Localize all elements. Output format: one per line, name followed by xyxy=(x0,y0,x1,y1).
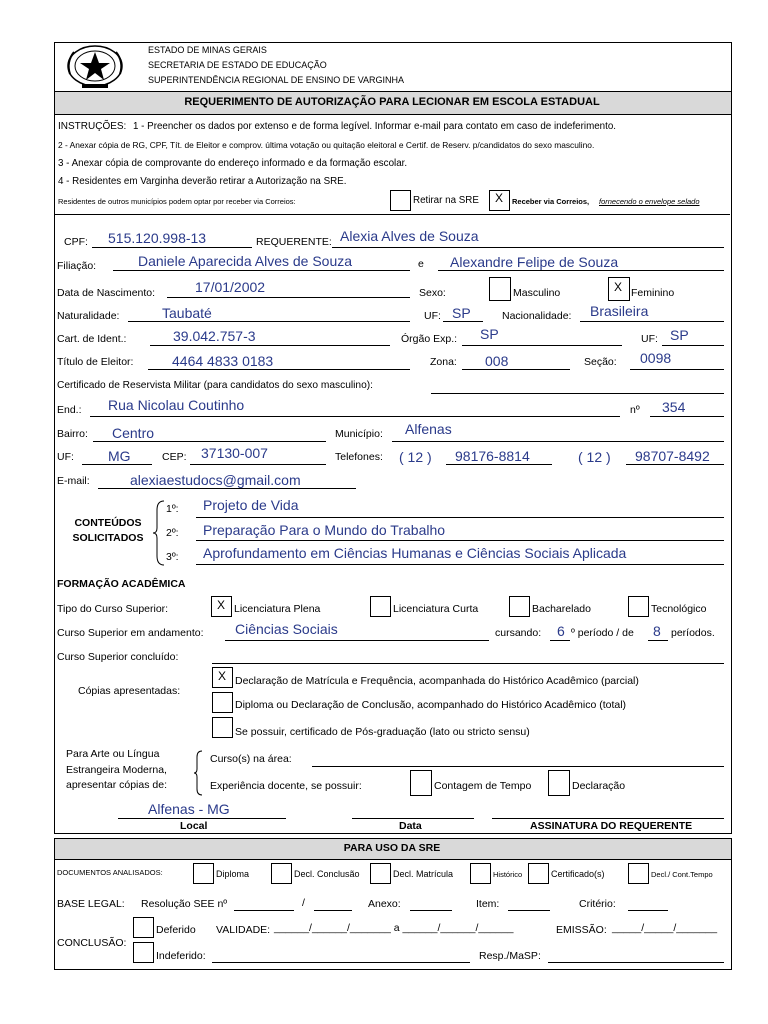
copy3-checkbox[interactable] xyxy=(212,717,233,738)
arts-brace-icon xyxy=(193,750,203,801)
ddd1-value[interactable]: ( 12 ) xyxy=(399,449,432,465)
ongoing-line xyxy=(225,640,489,641)
zone-line xyxy=(462,369,570,370)
ddd2-value[interactable]: ( 12 ) xyxy=(578,449,611,465)
tech-label: Tecnológico xyxy=(651,603,707,615)
plena-checkbox-mark: X xyxy=(217,598,226,612)
doc-time-checkbox[interactable] xyxy=(628,863,649,884)
zone-label: Zona: xyxy=(430,356,457,368)
resolution-label: Resolução SEE nº xyxy=(141,898,228,910)
header-superintendence: SUPERINTENDÊNCIA REGIONAL DE ENSINO DE VARGINHA xyxy=(148,75,405,85)
attending-label: cursando: xyxy=(495,627,542,639)
doc-diploma-label: Diploma xyxy=(216,869,250,879)
annex-line xyxy=(410,910,452,911)
resolution-slash: / xyxy=(302,897,305,909)
date-label: Data xyxy=(399,820,422,832)
city-value[interactable]: Alfenas xyxy=(405,421,452,437)
uf-id-value[interactable]: SP xyxy=(670,327,689,343)
period-text: º período / de xyxy=(571,627,634,639)
granted-label: Deferido xyxy=(156,924,196,936)
phone1-line xyxy=(446,464,552,465)
resolution-year-line xyxy=(314,910,352,911)
mail-note: fornecendo o envelope selado xyxy=(599,197,700,206)
local-label: Local xyxy=(180,820,208,832)
district-label: Bairro: xyxy=(57,428,88,440)
father-value[interactable]: Alexandre Felipe de Souza xyxy=(450,254,619,270)
content-2-num: 2º: xyxy=(166,527,179,539)
header-state: ESTADO DE MINAS GERAIS xyxy=(148,45,267,55)
voter-line xyxy=(148,369,410,370)
doc-history-label: Histórico xyxy=(493,870,523,879)
contents-label-2: SOLICITADOS xyxy=(72,532,144,544)
tech-checkbox[interactable] xyxy=(628,596,649,617)
uf-label: UF: xyxy=(57,451,74,463)
content-1-line xyxy=(196,517,724,518)
resolution-line xyxy=(234,910,294,911)
phones-label: Telefones: xyxy=(335,451,383,463)
instructions-divider xyxy=(54,214,730,215)
item-line xyxy=(508,910,550,911)
date-line xyxy=(352,818,474,819)
signature-label: ASSINATURA DO REQUERENTE xyxy=(530,820,693,832)
item-label: Item: xyxy=(476,898,500,910)
denied-label: Indeferido: xyxy=(156,950,206,962)
ongoing-label: Curso Superior em andamento: xyxy=(57,627,204,639)
issuer-value[interactable]: SP xyxy=(480,326,499,342)
cep-label: CEP: xyxy=(162,451,187,463)
time-label: Contagem de Tempo xyxy=(434,780,532,792)
email-label: E-mail: xyxy=(57,475,90,487)
plena-label: Licenciatura Plena xyxy=(234,603,321,615)
nationality-value[interactable]: Brasileira xyxy=(590,303,649,319)
voter-label: Título de Eleitor: xyxy=(57,356,134,368)
naturality-line xyxy=(128,321,410,322)
denied-line xyxy=(212,962,470,963)
copy3-label: Se possuir, certificado de Pós-graduação (lato ou stricto sensu) xyxy=(235,726,530,738)
validity-label: VALIDADE: xyxy=(216,924,271,936)
name-line xyxy=(332,247,724,248)
mail-checkbox-mark: X xyxy=(495,191,504,205)
section-line xyxy=(630,369,724,370)
content-1-num: 1º: xyxy=(166,503,179,515)
copy1-checkbox-mark: X xyxy=(218,669,227,683)
address-label: End.: xyxy=(57,404,82,416)
resp-line xyxy=(548,962,724,963)
content-2-value[interactable]: Preparação Para o Mundo do Trabalho xyxy=(203,522,446,538)
doc-certificate-label: Certificado(s) xyxy=(551,869,605,879)
instruction-2: 2 - Anexar cópia de RG, CPF, Tít. de Eleitor e comprov. última votação ou quitação eleitoral e Certif. de Reserv. p/candidatos do sexo masculino. xyxy=(58,140,595,150)
course-type-label: Tipo do Curso Superior: xyxy=(57,603,169,615)
phone1-value[interactable]: 98176-8814 xyxy=(455,448,530,464)
course-area-label: Curso(s) na área: xyxy=(210,753,292,765)
uf-nat-label: UF: xyxy=(424,310,441,322)
formation-title: FORMAÇÃO ACADÊMICA xyxy=(57,578,186,590)
instruction-1: 1 - Preencher os dados por extenso e de forma legível. Informar e-mail para contato em caso de indeferimento. xyxy=(133,121,617,132)
conclusion-label: CONCLUSÃO: xyxy=(57,937,127,949)
copy1-label: Declaração de Matrícula e Frequência, acompanhada do Histórico Acadêmico (parcial) xyxy=(235,675,639,687)
coat-of-arms-icon xyxy=(64,44,126,90)
resp-label: Resp./MaSP: xyxy=(479,950,541,962)
female-label: Feminino xyxy=(631,287,675,299)
nationality-line xyxy=(580,321,724,322)
section-value[interactable]: 0098 xyxy=(640,350,672,366)
sre-title: PARA USO DA SRE xyxy=(343,842,441,854)
pickup-label: Retirar na SRE xyxy=(413,195,479,206)
granted-checkbox[interactable] xyxy=(133,917,154,938)
male-label: Masculino xyxy=(513,287,561,299)
arts-label-3: apresentar cópias de: xyxy=(66,779,167,791)
birth-value[interactable]: 17/01/2002 xyxy=(195,279,266,295)
doc-enrollment-label: Decl. Matrícula xyxy=(393,869,454,879)
done-line xyxy=(212,663,724,664)
periods-label: períodos. xyxy=(671,627,715,639)
male-checkbox[interactable] xyxy=(489,277,511,301)
criteria-label: Critério: xyxy=(579,898,616,910)
name-label: REQUERENTE: xyxy=(256,236,332,248)
uf-value[interactable]: MG xyxy=(108,448,131,464)
number-label: nº xyxy=(630,404,640,416)
instruction-4: 4 - Residentes em Varginha deverão retirar a Autorização na SRE. xyxy=(58,176,347,187)
female-checkbox-mark: X xyxy=(614,280,623,294)
cpf-value[interactable]: 515.120.998-13 xyxy=(108,230,207,246)
uf-nat-line xyxy=(443,321,483,322)
arts-label-2: Estrangeira Moderna, xyxy=(66,764,167,776)
number-value[interactable]: 354 xyxy=(662,399,686,415)
city-line xyxy=(392,441,724,442)
issue-fill[interactable]: _____/_____/_______ xyxy=(612,922,718,934)
content-1-value[interactable]: Projeto de Vida xyxy=(203,497,299,513)
uf-line xyxy=(82,464,152,465)
doc-time-label: Decl./ Cont.Tempo xyxy=(651,870,713,879)
cep-line xyxy=(190,464,326,465)
doc-enrollment-checkbox[interactable] xyxy=(370,863,391,884)
copies-label: Cópias apresentadas: xyxy=(78,685,181,697)
pickup-checkbox[interactable] xyxy=(390,190,411,211)
naturality-label: Naturalidade: xyxy=(57,310,120,322)
annex-label: Anexo: xyxy=(368,898,401,910)
father-line xyxy=(438,270,724,271)
place-line xyxy=(118,818,286,819)
arts-label-1: Para Arte ou Língua xyxy=(66,748,160,760)
done-label: Curso Superior concluído: xyxy=(57,651,179,663)
uf-id-line xyxy=(662,345,724,346)
denied-checkbox[interactable] xyxy=(133,942,154,963)
address-value[interactable]: Rua Nicolau Coutinho xyxy=(108,397,245,413)
legal-basis-label: BASE LEGAL: xyxy=(57,898,125,910)
content-3-num: 3º: xyxy=(166,551,179,563)
issuer-label: Órgão Exp.: xyxy=(401,333,458,345)
cpf-line xyxy=(92,247,252,248)
content-2-line xyxy=(196,540,724,541)
doc-history-checkbox[interactable] xyxy=(470,863,491,884)
place-value[interactable]: Alfenas - MG xyxy=(148,801,230,817)
address-line xyxy=(90,416,620,417)
ongoing-value[interactable]: Ciências Sociais xyxy=(235,621,338,637)
zone-value[interactable]: 008 xyxy=(485,353,509,369)
content-3-line xyxy=(196,564,724,565)
and-label: e xyxy=(418,258,424,270)
instruction-3: 3 - Anexar cópia de comprovante do endereço informado e da formação escolar. xyxy=(58,158,408,169)
nationality-label: Nacionalidade: xyxy=(502,310,572,322)
total-line xyxy=(648,640,668,641)
phone2-line xyxy=(626,464,724,465)
doc-certificate-checkbox[interactable] xyxy=(528,863,549,884)
voter-value[interactable]: 4464 4833 0183 xyxy=(172,353,274,369)
other-cities-note: Residentes de outros municípios podem optar por receber via Correios: xyxy=(58,197,296,206)
period-line xyxy=(550,640,570,641)
course-area-line xyxy=(312,766,724,767)
district-line xyxy=(93,441,326,442)
issue-label: EMISSÃO: xyxy=(556,924,607,936)
cpf-label: CPF: xyxy=(64,236,88,248)
birth-label: Data de Nascimento: xyxy=(57,287,156,299)
doc-conclusion-label: Decl. Conclusão xyxy=(294,869,360,879)
instructions-label: INSTRUÇÕES: xyxy=(58,121,127,132)
curta-label: Licenciatura Curta xyxy=(393,603,479,615)
uf-id-label: UF: xyxy=(641,333,658,345)
name-value[interactable]: Alexia Alves de Souza xyxy=(340,228,479,244)
docs-analyzed-label: DOCUMENTOS ANALISADOS: xyxy=(57,868,163,877)
validity-fill[interactable]: ______/______/_______ a ______/______/______ xyxy=(274,922,514,934)
cep-value[interactable]: 37130-007 xyxy=(201,445,268,461)
mother-line xyxy=(113,270,410,271)
content-3-value[interactable]: Aprofundamento em Ciências Humanas e Ciências Sociais Aplicada xyxy=(203,545,627,561)
bachelor-checkbox[interactable] xyxy=(509,596,530,617)
military-label: Certificado de Reservista Militar (para candidatos do sexo masculino): xyxy=(57,380,373,391)
uf-nat-value[interactable]: SP xyxy=(452,305,471,321)
criteria-line xyxy=(628,910,668,911)
filiation-label: Filiação: xyxy=(57,260,97,272)
period-value[interactable]: 6 xyxy=(557,623,565,639)
declaration-label: Declaração xyxy=(572,780,626,792)
naturality-value[interactable]: Taubaté xyxy=(162,305,212,321)
copy2-checkbox[interactable] xyxy=(212,692,233,713)
doc-conclusion-checkbox[interactable] xyxy=(271,863,292,884)
form-title: REQUERIMENTO DE AUTORIZAÇÃO PARA LECIONAR EM ESCOLA ESTADUAL xyxy=(184,96,600,108)
id-line xyxy=(150,345,390,346)
email-line xyxy=(98,488,356,489)
header-secretariat: SECRETARIA DE ESTADO DE EDUCAÇÃO xyxy=(148,60,327,70)
sex-label: Sexo: xyxy=(419,287,446,299)
id-value[interactable]: 39.042.757-3 xyxy=(173,328,256,344)
bachelor-label: Bacharelado xyxy=(532,603,591,615)
signature-line xyxy=(492,818,724,819)
issuer-line xyxy=(462,345,622,346)
doc-diploma-checkbox[interactable] xyxy=(193,863,214,884)
copy2-label: Diploma ou Declaração de Conclusão, acompanhado do Histórico Acadêmico (total) xyxy=(235,699,627,711)
experience-label: Experiência docente, se possuir: xyxy=(210,780,362,792)
city-label: Município: xyxy=(335,428,383,440)
contents-brace-icon xyxy=(152,500,166,571)
military-line xyxy=(431,393,724,394)
birth-line xyxy=(167,297,410,298)
contents-label-1: CONTEÚDOS xyxy=(74,517,142,529)
email-value[interactable]: alexiaestudocs@gmail.com xyxy=(130,472,301,488)
total-value[interactable]: 8 xyxy=(653,623,661,639)
id-label: Cart. de Ident.: xyxy=(57,333,127,345)
time-checkbox[interactable] xyxy=(410,770,432,796)
declaration-checkbox[interactable] xyxy=(548,770,570,796)
district-value[interactable]: Centro xyxy=(112,425,155,441)
curta-checkbox[interactable] xyxy=(370,596,391,617)
mother-value[interactable]: Daniele Aparecida Alves de Souza xyxy=(138,253,353,269)
mail-label: Receber via Correios, xyxy=(512,197,590,206)
section-label: Seção: xyxy=(584,356,617,368)
number-line xyxy=(650,416,724,417)
phone2-value[interactable]: 98707-8492 xyxy=(635,448,710,464)
